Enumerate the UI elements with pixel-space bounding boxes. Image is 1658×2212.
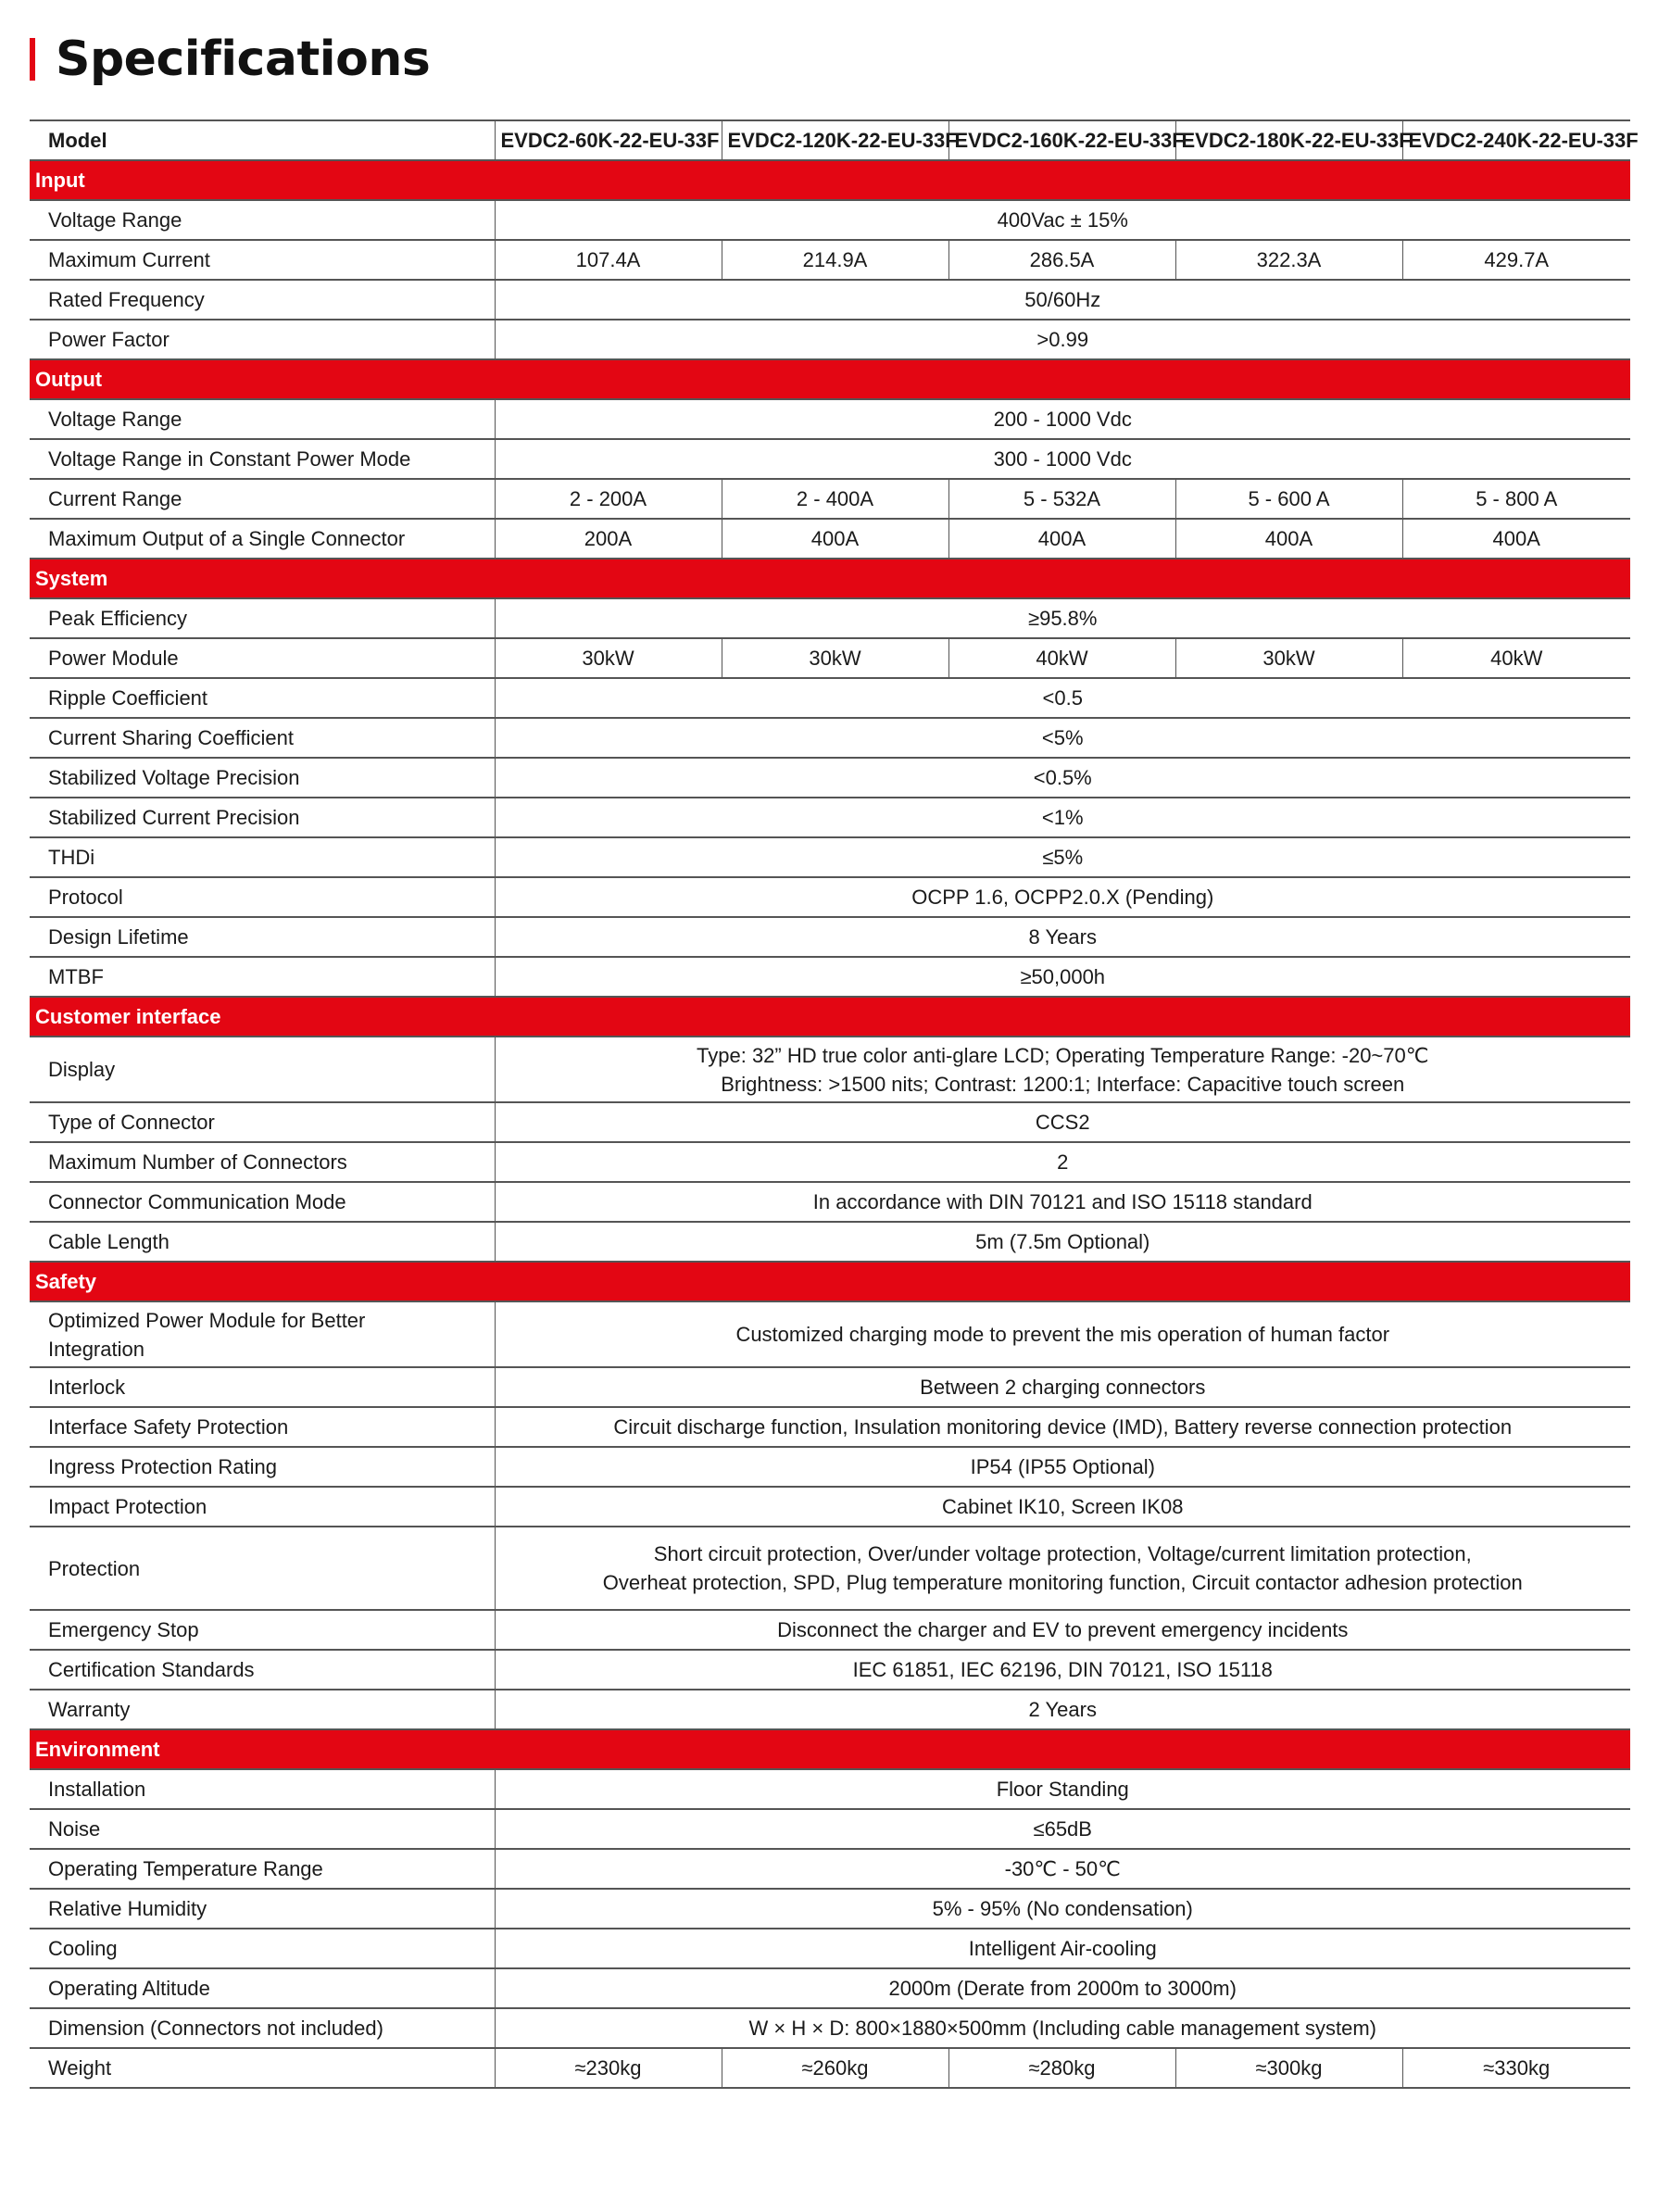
table-row	[30, 837, 1630, 877]
row-value: 2000m (Derate from 2000m to 3000m)	[495, 1968, 1630, 2008]
header-model-5: EVDC2-240K-22-EU-33F	[1402, 120, 1630, 160]
row-label: Power Module	[30, 638, 495, 678]
section-environment	[30, 1729, 1630, 1769]
row-label: Display	[30, 1037, 495, 1102]
title-accent-bar	[30, 38, 35, 81]
row-value: 30kW	[722, 638, 948, 678]
table-row	[30, 1487, 1630, 1527]
row-value: IEC 61851, IEC 62196, DIN 70121, ISO 15118	[495, 1650, 1630, 1690]
row-label: Voltage Range	[30, 200, 495, 240]
row-value: Intelligent Air-cooling	[495, 1929, 1630, 1968]
row-value: 400A	[1175, 519, 1402, 559]
row-label: Peak Efficiency	[30, 598, 495, 638]
section-title: System	[30, 559, 1630, 598]
table-row	[30, 519, 1630, 559]
table-row	[30, 1037, 1630, 1102]
table-row	[30, 1301, 1630, 1367]
table-row	[30, 598, 1630, 638]
row-label: Interlock	[30, 1367, 495, 1407]
row-value: 300 - 1000 Vdc	[495, 439, 1630, 479]
row-value: ≈260kg	[722, 2048, 948, 2088]
row-value: IP54 (IP55 Optional)	[495, 1447, 1630, 1487]
table-row	[30, 1407, 1630, 1447]
section-output	[30, 359, 1630, 399]
row-label: Stabilized Current Precision	[30, 798, 495, 837]
row-value: <0.5	[495, 678, 1630, 718]
row-value: <0.5%	[495, 758, 1630, 798]
row-label: Voltage Range in Constant Power Mode	[30, 439, 495, 479]
row-value: OCPP 1.6, OCPP2.0.X (Pending)	[495, 877, 1630, 917]
table-row	[30, 638, 1630, 678]
row-value: Type: 32” HD true color anti-glare LCD; Operating Temperature Range: -20~70℃ Brightness: >1500 nits; Contrast: 1200:1; Interface: Capacitive touch screen	[495, 1037, 1630, 1102]
row-value: 30kW	[1175, 638, 1402, 678]
row-label: Rated Frequency	[30, 280, 495, 320]
row-label: Weight	[30, 2048, 495, 2088]
row-label: Maximum Number of Connectors	[30, 1142, 495, 1182]
table-row	[30, 1929, 1630, 1968]
table-row	[30, 479, 1630, 519]
row-value: 5 - 532A	[948, 479, 1175, 519]
row-value: 2 - 200A	[495, 479, 722, 519]
row-value: ≤65dB	[495, 1809, 1630, 1849]
table-row	[30, 1222, 1630, 1262]
table-row	[30, 1809, 1630, 1849]
row-value: 400A	[1402, 519, 1630, 559]
table-row	[30, 1367, 1630, 1407]
row-value: ≤5%	[495, 837, 1630, 877]
row-value: 5% - 95% (No condensation)	[495, 1889, 1630, 1929]
row-label: Operating Temperature Range	[30, 1849, 495, 1889]
header-model-3: EVDC2-160K-22-EU-33F	[948, 120, 1175, 160]
row-value: Short circuit protection, Over/under voltage protection, Voltage/current limitation protection, Overheat protection, SPD, Plug temperature monitoring function, Circuit contactor adhesion protection	[495, 1527, 1630, 1610]
row-value: Floor Standing	[495, 1769, 1630, 1809]
row-label: Protection	[30, 1527, 495, 1610]
section-title: Customer interface	[30, 997, 1630, 1037]
row-value: 429.7A	[1402, 240, 1630, 280]
row-value: 107.4A	[495, 240, 722, 280]
row-value: 400A	[948, 519, 1175, 559]
header-model-2: EVDC2-120K-22-EU-33F	[722, 120, 948, 160]
row-value: Circuit discharge function, Insulation monitoring device (IMD), Battery reverse connection protection	[495, 1407, 1630, 1447]
row-value: <1%	[495, 798, 1630, 837]
table-row	[30, 399, 1630, 439]
row-label: Maximum Current	[30, 240, 495, 280]
row-label: Emergency Stop	[30, 1610, 495, 1650]
row-label: Cable Length	[30, 1222, 495, 1262]
table-row	[30, 798, 1630, 837]
row-label: Maximum Output of a Single Connector	[30, 519, 495, 559]
row-label: Type of Connector	[30, 1102, 495, 1142]
table-row	[30, 678, 1630, 718]
table-row	[30, 200, 1630, 240]
row-value: 200A	[495, 519, 722, 559]
table-header-row	[30, 120, 1630, 160]
row-label: Interface Safety Protection	[30, 1407, 495, 1447]
row-value: ≈230kg	[495, 2048, 722, 2088]
table-row	[30, 280, 1630, 320]
table-row	[30, 1102, 1630, 1142]
row-label: Warranty	[30, 1690, 495, 1729]
row-label: Connector Communication Mode	[30, 1182, 495, 1222]
table-row	[30, 917, 1630, 957]
row-value: 5 - 600 A	[1175, 479, 1402, 519]
table-row	[30, 1769, 1630, 1809]
row-value: 5m (7.5m Optional)	[495, 1222, 1630, 1262]
page-title: Specifications	[56, 31, 431, 87]
section-input	[30, 160, 1630, 200]
table-row	[30, 1182, 1630, 1222]
page-heading	[30, 31, 430, 87]
section-system	[30, 559, 1630, 598]
row-label: Operating Altitude	[30, 1968, 495, 2008]
row-value: CCS2	[495, 1102, 1630, 1142]
table-row	[30, 957, 1630, 997]
row-value: >0.99	[495, 320, 1630, 359]
section-safety	[30, 1262, 1630, 1301]
row-label: Protocol	[30, 877, 495, 917]
header-model-1: EVDC2-60K-22-EU-33F	[495, 120, 722, 160]
row-label: Dimension (Connectors not included)	[30, 2008, 495, 2048]
row-value: 400A	[722, 519, 948, 559]
row-value: 50/60Hz	[495, 280, 1630, 320]
row-label: Design Lifetime	[30, 917, 495, 957]
table-row	[30, 1447, 1630, 1487]
row-value: 214.9A	[722, 240, 948, 280]
row-value: 200 - 1000 Vdc	[495, 399, 1630, 439]
row-value: 2	[495, 1142, 1630, 1182]
table-row	[30, 1690, 1630, 1729]
row-value: 322.3A	[1175, 240, 1402, 280]
table-row	[30, 758, 1630, 798]
row-value: Customized charging mode to prevent the mis operation of human factor	[495, 1301, 1630, 1367]
table-row	[30, 240, 1630, 280]
row-value: 40kW	[948, 638, 1175, 678]
row-label: Ingress Protection Rating	[30, 1447, 495, 1487]
row-value: 400Vac ± 15%	[495, 200, 1630, 240]
row-value: 8 Years	[495, 917, 1630, 957]
row-value: ≈280kg	[948, 2048, 1175, 2088]
row-value: -30℃ - 50℃	[495, 1849, 1630, 1889]
row-value: In accordance with DIN 70121 and ISO 15118 standard	[495, 1182, 1630, 1222]
row-label: Ripple Coefficient	[30, 678, 495, 718]
row-label: Cooling	[30, 1929, 495, 1968]
section-title: Input	[30, 160, 1630, 200]
table-row	[30, 1889, 1630, 1929]
row-label: Optimized Power Module for Better Integration	[30, 1301, 495, 1367]
row-value: ≥95.8%	[495, 598, 1630, 638]
row-value: ≈330kg	[1402, 2048, 1630, 2088]
table-row	[30, 2048, 1630, 2088]
table-row	[30, 1849, 1630, 1889]
table-row	[30, 2008, 1630, 2048]
row-value: Cabinet IK10, Screen IK08	[495, 1487, 1630, 1527]
table-row	[30, 1610, 1630, 1650]
section-title: Safety	[30, 1262, 1630, 1301]
row-label: Certification Standards	[30, 1650, 495, 1690]
table-row	[30, 439, 1630, 479]
row-label: MTBF	[30, 957, 495, 997]
row-label: Impact Protection	[30, 1487, 495, 1527]
section-customer-interface	[30, 997, 1630, 1037]
row-value: 5 - 800 A	[1402, 479, 1630, 519]
row-value: Between 2 charging connectors	[495, 1367, 1630, 1407]
row-label: THDi	[30, 837, 495, 877]
row-label: Current Sharing Coefficient	[30, 718, 495, 758]
table-row	[30, 1650, 1630, 1690]
specifications-table	[30, 119, 1639, 2089]
table-row	[30, 877, 1630, 917]
row-value: Disconnect the charger and EV to prevent emergency incidents	[495, 1610, 1630, 1650]
table-row	[30, 718, 1630, 758]
row-label: Stabilized Voltage Precision	[30, 758, 495, 798]
row-value: <5%	[495, 718, 1630, 758]
table-row	[30, 1527, 1630, 1610]
row-label: Relative Humidity	[30, 1889, 495, 1929]
row-label: Noise	[30, 1809, 495, 1849]
table-row	[30, 1142, 1630, 1182]
table-row	[30, 320, 1630, 359]
section-title: Environment	[30, 1729, 1630, 1769]
row-value: 2 Years	[495, 1690, 1630, 1729]
section-title: Output	[30, 359, 1630, 399]
row-value: 30kW	[495, 638, 722, 678]
row-label: Installation	[30, 1769, 495, 1809]
row-value: W × H × D: 800×1880×500mm (Including cable management system)	[495, 2008, 1630, 2048]
row-value: ≥50,000h	[495, 957, 1630, 997]
table-row	[30, 1968, 1630, 2008]
row-value: 40kW	[1402, 638, 1630, 678]
row-label: Voltage Range	[30, 399, 495, 439]
row-label: Power Factor	[30, 320, 495, 359]
row-value: ≈300kg	[1175, 2048, 1402, 2088]
specifications-table-body	[30, 120, 1639, 2088]
header-model-4: EVDC2-180K-22-EU-33F	[1175, 120, 1402, 160]
row-value: 2 - 400A	[722, 479, 948, 519]
row-label: Current Range	[30, 479, 495, 519]
row-value: 286.5A	[948, 240, 1175, 280]
header-model-label: Model	[30, 120, 495, 160]
